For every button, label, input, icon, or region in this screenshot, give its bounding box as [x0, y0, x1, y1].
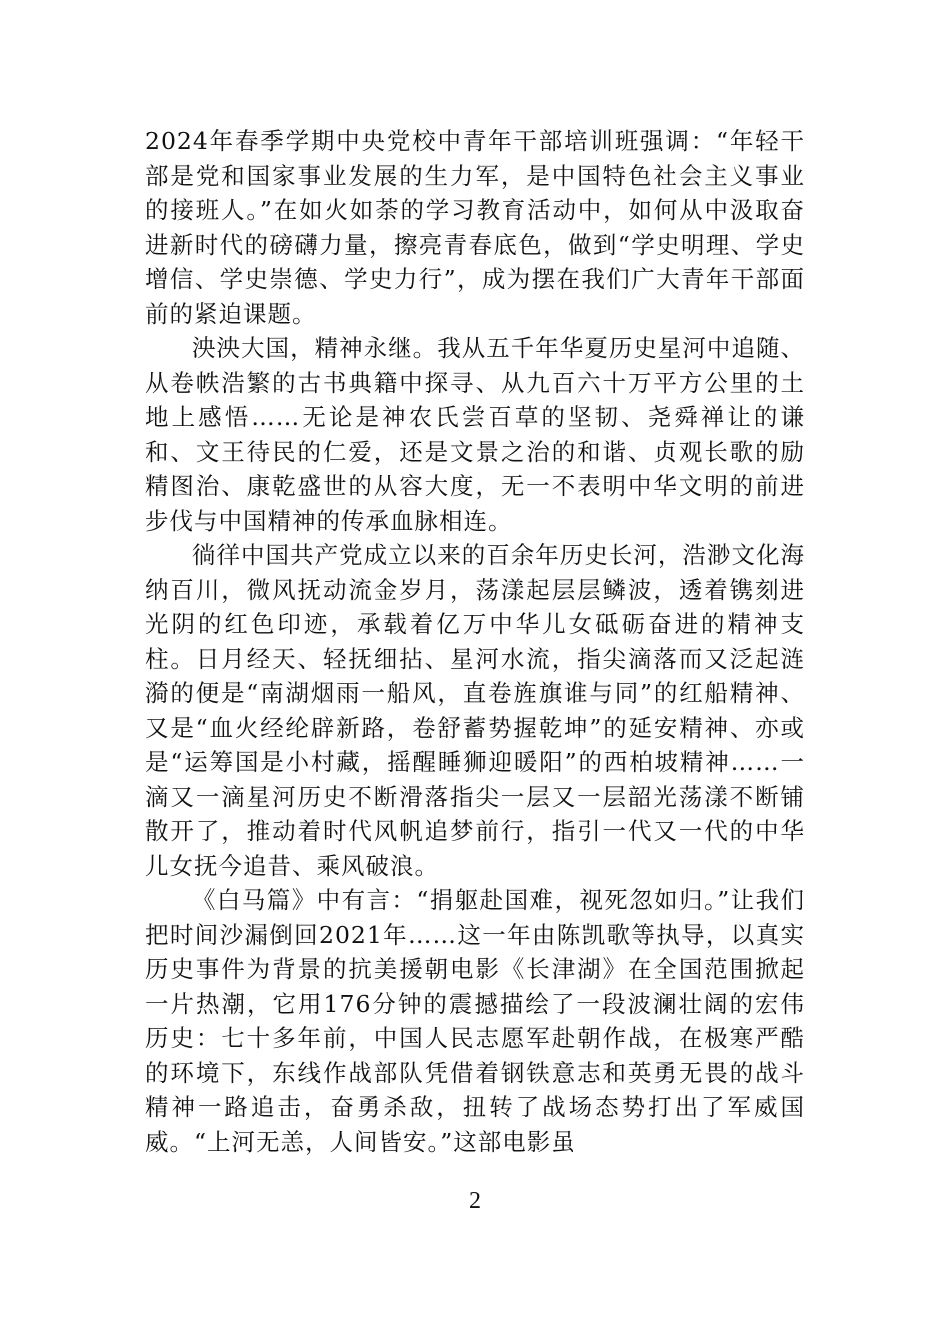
body-text: [145, 124, 805, 1159]
paragraph-3: 徜徉中国共产党成立以来的百余年历史长河，浩渺文化海纳百川，微风抚动流金岁月，荡漾起层层鳞波，透着镌刻进光阴的红色印迹，承载着亿万中华儿女砥砺奋进的精神支柱。日月经天、轻抚细拈、星河水流，指尖滴落而又泛起涟漪的便是“南湖烟雨一船风，直卷旌旗谁与同”的红船精神、又是“血火经纶辟新路，卷舒蓄势握乾坤”的延安精神、亦或是“运筹国是小村藏，摇醒睡狮迎暖阳”的西柏坡精神……一滴又一滴星河历史不断滑落指尖一层又一层韶光荡漾不断铺散开了，推动着时代风帆追梦前行，指引一代又一代的中华儿女抚今追昔、乘风破浪。: [145, 541, 805, 880]
page-number: 2: [469, 1188, 481, 1214]
paragraph-2: 泱泱大国，精神永继。我从五千年华夏历史星河中追随、从卷帙浩繁的古书典籍中探寻、从九百六十万平方公里的土地上感悟……无论是神农氏尝百草的坚韧、尧舜禅让的谦和、文王待民的仁爱，还是文景之治的和谐、贞观长歌的励精图治、康乾盛世的从容大度，无一不表明中华文明的前进步伐与中国精神的传承血脉相连。: [145, 334, 805, 535]
paragraph-4: 《白马篇》中有言：“捐躯赴国难，视死忽如归。”让我们把时间沙漏倒回2021年……这一年由陈凯歌等执导，以真实历史事件为背景的抗美援朝电影《长津湖》在全国范围掀起一片热潮，它用176分钟的震撼描绘了一段波澜壮阔的宏伟历史：七十多年前，中国人民志愿军赴朝作战，在极寒严酷的环境下，东线作战部队凭借着钢铁意志和英勇无畏的战斗精神一路追击，奋勇杀敌，扭转了战场态势打出了军威国威。“上河无恙，人间皆安。”这部电影虽: [145, 886, 805, 1156]
paragraph-1: 2024年春季学期中央党校中青年干部培训班强调：“年轻干部是党和国家事业发展的生力军，是中国特色社会主义事业的接班人。”在如火如荼的学习教育活动中，如何从中汲取奋进新时代的磅礴力量，擦亮青春底色，做到“学史明理、学史增信、学史崇德、学史力行”，成为摆在我们广大青年干部面前的紧迫课题。: [145, 127, 805, 328]
